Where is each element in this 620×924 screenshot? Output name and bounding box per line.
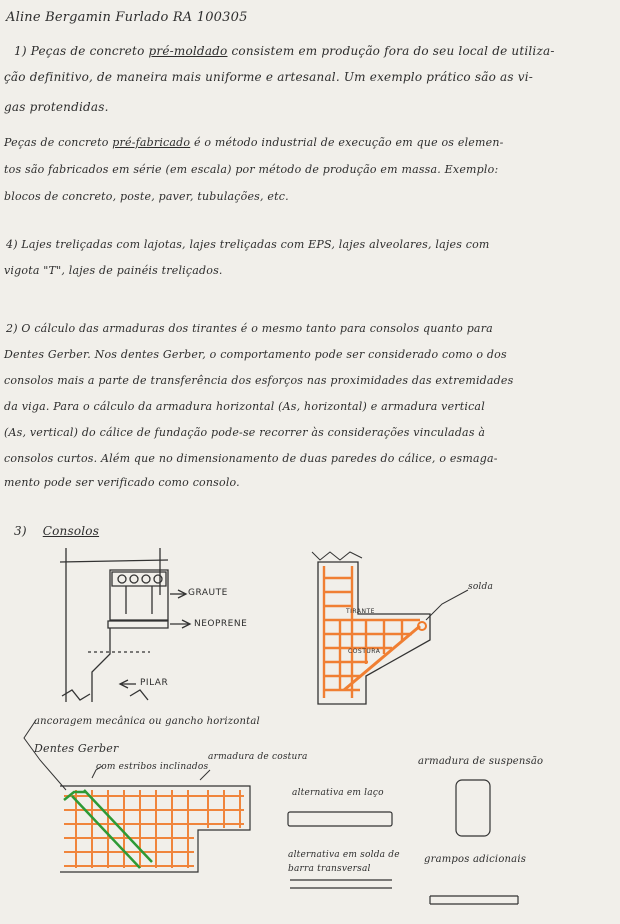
q1-line-4: Peças de concreto pré-fabricado é o método industrial de execução em que os elemen- <box>4 136 504 149</box>
q4-number: 4) <box>6 238 18 251</box>
label-graute: GRAUTE <box>188 588 228 598</box>
q3-title: Consolos <box>42 524 100 538</box>
q1-line-3: gas protendidas. <box>4 100 109 114</box>
q4-line-2: vigota "T", lajes de painéis treliçados. <box>4 264 223 277</box>
q2-line-6: consolos curtos. Além que no dimensionamento de duas paredes do cálice, o esmaga- <box>4 452 498 465</box>
label-dentes-gerber: Dentes Gerber <box>34 742 119 755</box>
q1-number: 1) <box>14 44 27 58</box>
q2-line-4: da viga. Para o cálculo da armadura horizontal (As, horizontal) e armadura vertical <box>4 400 485 413</box>
alternatives-sketches <box>288 780 518 904</box>
author-header: Aline Bergamin Furlado RA 100305 <box>6 10 248 25</box>
q1-term-premoldado: pré-moldado <box>148 44 228 58</box>
q3-number: 3) <box>14 524 27 538</box>
label-solda: solda <box>468 582 494 592</box>
q1-line-6: blocos de concreto, poste, paver, tubulações, etc. <box>4 190 289 203</box>
q4-line-1: 4) Lajes treliçadas com lajotas, lajes treliçadas com EPS, lajes alveolares, lajes com <box>6 238 490 251</box>
label-estribos: com estribos inclinados <box>96 762 209 772</box>
label-costura-armadura: armadura de costura <box>208 752 308 762</box>
corbel-reinforcement-sketch <box>312 552 468 704</box>
q2-line-3: consolos mais a parte de transferência dos esforços nas proximidades das extremidades <box>4 374 514 387</box>
q1-text-b: consistem em produção fora do seu local de utiliza- <box>231 44 555 58</box>
q1-text-a: Peças de concreto <box>30 44 145 58</box>
label-costura: COSTURA <box>348 648 381 655</box>
label-barra-transversal: barra transversal <box>288 864 371 874</box>
label-pilar: PILAR <box>140 678 169 688</box>
q2-number: 2) <box>6 322 18 335</box>
q2-line-7: mento pode ser verificado como consolo. <box>4 476 240 489</box>
consolo-section-sketch <box>60 548 190 702</box>
label-neoprene: NEOPRENE <box>194 619 248 629</box>
q2-line-5: (As, vertical) do cálice de fundação pode-se recorrer às considerações vinculadas à <box>4 426 486 439</box>
label-alternativa-laco: alternativa em laço <box>292 788 384 798</box>
label-grampos: grampos adicionais <box>424 854 527 865</box>
q1-term-prefabricado: pré-fabricado <box>112 136 191 149</box>
q1-line-5: tos são fabricados em série (em escala) por método de produção em massa. Exemplo: <box>4 163 499 176</box>
q2-line-1: 2) O cálculo das armaduras dos tirantes é o mesmo tanto para consolos quanto para <box>6 322 493 335</box>
label-ancoragem: ancoragem mecânica ou gancho horizontal <box>34 716 260 727</box>
label-alternativa-solda: alternativa em solda de <box>288 850 400 860</box>
label-tirante: TIRANTE <box>346 608 375 615</box>
q1-line-2: ção definitivo, de maneira mais uniforme e artesanal. Um exemplo prático são as vi- <box>4 70 534 84</box>
q2-line-2: Dentes Gerber. Nos dentes Gerber, o comportamento pode ser considerado como o dos <box>4 348 507 361</box>
label-suspensao: armadura de suspensão <box>418 756 544 767</box>
